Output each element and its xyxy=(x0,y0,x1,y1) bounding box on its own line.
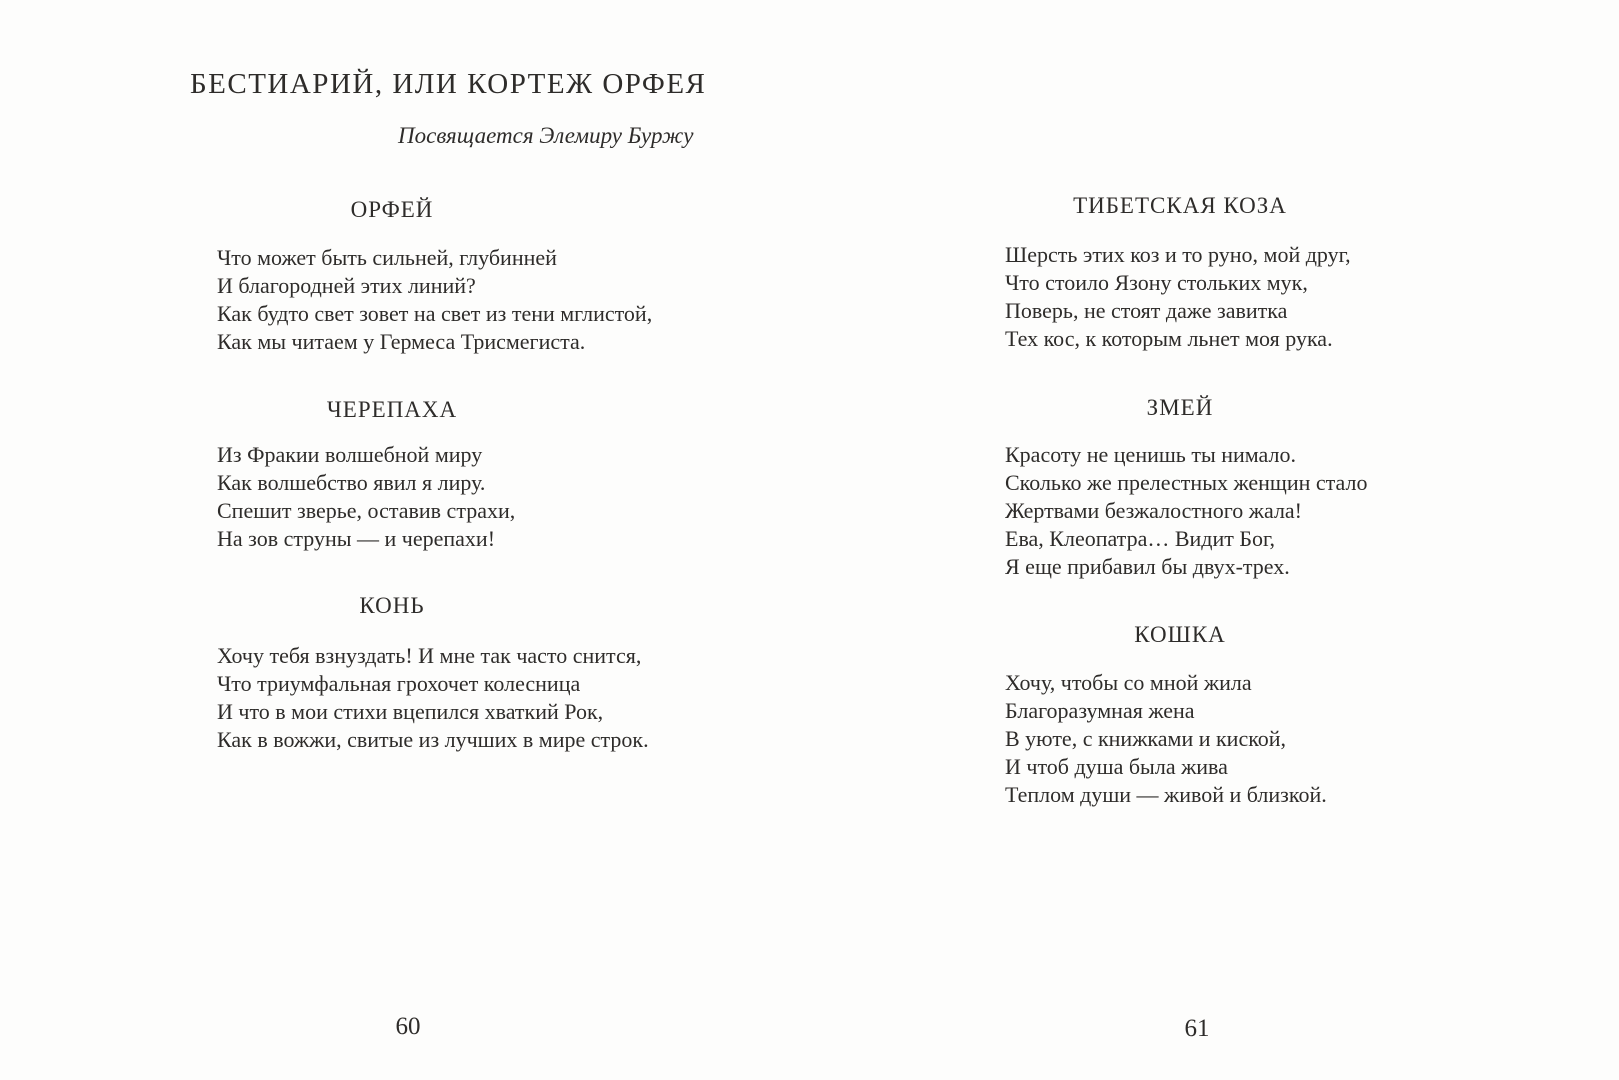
poem-title-orpheus: ОРФЕЙ xyxy=(350,197,434,222)
poem-line: Как в вожжи, свитые из лучших в мире строк. xyxy=(217,727,649,752)
poem-line: Что триумфальная грохочет колесница xyxy=(217,671,581,696)
poem-title-turtle: ЧЕРЕПАХА xyxy=(326,397,458,422)
poem-line: И чтоб душа была жива xyxy=(1005,754,1228,779)
poem-line: Красоту не ценишь ты нимало. xyxy=(1005,442,1296,467)
poem-line: Сколько же прелестных женщин стало xyxy=(1005,470,1368,495)
poem-line: На зов струны — и черепахи! xyxy=(217,526,496,551)
poem-line: Что может быть сильней, глубинней xyxy=(217,245,557,270)
poem-title-horse: КОНЬ xyxy=(359,593,425,618)
poem-line: Ева, Клеопатра… Видит Бог, xyxy=(1005,526,1276,551)
poem-line: Шерсть этих коз и то руно, мой друг, xyxy=(1005,242,1351,267)
page-number-right: 61 xyxy=(1184,1015,1210,1042)
poem-line: Благоразумная жена xyxy=(1005,698,1195,723)
page-number-left: 60 xyxy=(395,1013,421,1040)
poem-stanza-serpent xyxy=(1005,441,1368,581)
poem-line: Что стоило Язону стольких мук, xyxy=(1005,270,1308,295)
poem-line: И благородней этих линий? xyxy=(217,273,476,298)
poem-title-tibetan-goat: ТИБЕТСКАЯ КОЗА xyxy=(1073,193,1287,218)
poem-title-cat: КОШКА xyxy=(1134,622,1226,647)
poem-stanza-cat xyxy=(1005,669,1327,809)
dedication: Посвящается Элемиру Буржу xyxy=(398,123,694,148)
poem-line: Как мы читаем у Гермеса Трисмегиста. xyxy=(217,329,586,354)
poem-line: Из Фракии волшебной миру xyxy=(217,442,483,467)
poem-line: Спешит зверье, оставив страхи, xyxy=(217,498,516,523)
poem-title-serpent: ЗМЕЙ xyxy=(1146,395,1214,420)
poem-line: Хочу, чтобы со мной жила xyxy=(1005,670,1252,695)
poem-line: Тех кос, к которым льнет моя рука. xyxy=(1005,326,1333,351)
poem-line: В уюте, с книжками и киской, xyxy=(1005,726,1287,751)
poem-line: Как будто свет зовет на свет из тени мглистой, xyxy=(217,301,653,326)
poem-line: Я еще прибавил бы двух-трех. xyxy=(1005,554,1290,579)
poem-line: Жертвами безжалостного жала! xyxy=(1005,498,1303,523)
poem-stanza-tibetan-goat xyxy=(1005,241,1351,353)
poem-line: Хочу тебя взнуздать! И мне так часто снится, xyxy=(217,643,642,668)
poem-line: И что в мои стихи вцепился хваткий Рок, xyxy=(217,699,604,724)
poem-stanza-orpheus xyxy=(217,244,652,356)
section-title: БЕСТИАРИЙ, ИЛИ КОРТЕЖ ОРФЕЯ xyxy=(190,68,707,100)
poem-line: Теплом души — живой и близкой. xyxy=(1005,782,1327,807)
poem-line: Поверь, не стоят даже завитка xyxy=(1005,298,1288,323)
poem-stanza-horse xyxy=(217,642,649,754)
poem-line: Как волшебство явил я лиру. xyxy=(217,470,486,495)
poem-stanza-turtle xyxy=(217,441,515,553)
